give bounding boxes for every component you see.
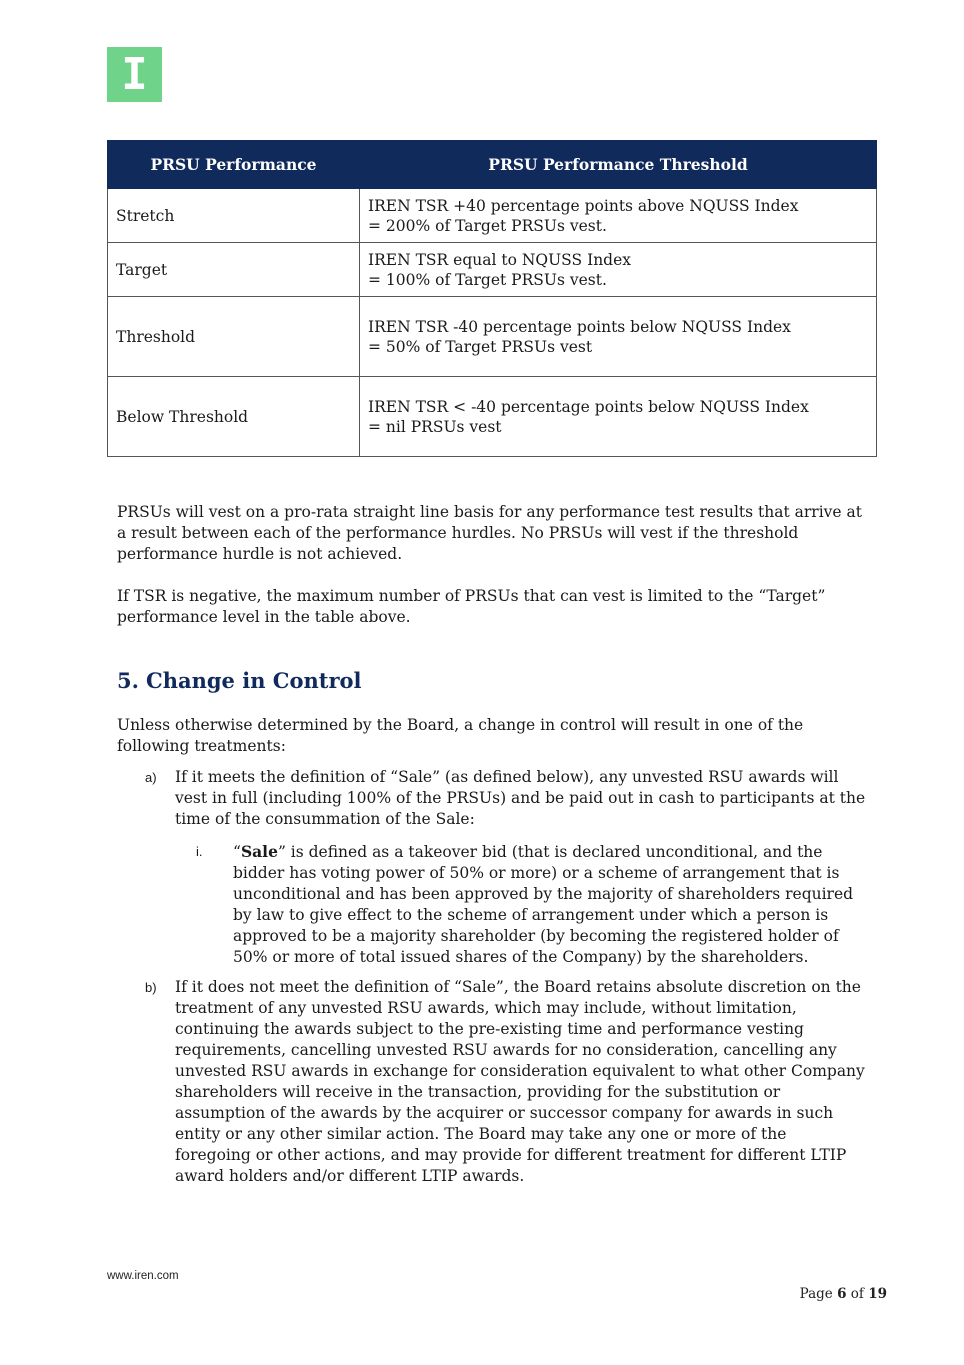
performance-level: Target	[108, 243, 360, 297]
threshold-line-1: IREN TSR equal to NQUSS Index	[368, 250, 632, 269]
threshold-line-2: = nil PRSUs vest	[368, 417, 502, 436]
paragraph-pro-rata: PRSUs will vest on a pro-rata straight line basis for any performance test results that arrive at a result between each of the performance hurdles. No PRSUs will vest if the threshold performance hurdle is not achieved.	[117, 503, 862, 563]
table-row	[108, 243, 877, 297]
performance-level: Threshold	[108, 297, 360, 377]
prsu-performance-table	[107, 140, 877, 457]
page-label: Page	[799, 1286, 833, 1302]
threshold-line-2: = 200% of Target PRSUs vest.	[368, 216, 607, 235]
list-marker-a: a)	[145, 770, 157, 785]
section-title: Change in Control	[146, 668, 362, 693]
table-row	[108, 297, 877, 377]
section-intro: Unless otherwise determined by the Board, a change in control will result in one of the following treatments:	[117, 716, 804, 755]
threshold-line-2: = 50% of Target PRSUs vest	[368, 337, 593, 356]
threshold-line-1: IREN TSR < -40 percentage points below NQUSS Index	[368, 397, 809, 416]
performance-level: Below Threshold	[108, 377, 360, 457]
section-number: 5.	[117, 668, 139, 693]
list-marker-b: b)	[145, 980, 157, 995]
open-quote: “	[233, 843, 241, 861]
threshold-line-1: IREN TSR -40 percentage points below NQUSS Index	[368, 317, 791, 336]
sale-term: Sale	[240, 842, 278, 861]
table-header-performance: PRSU Performance	[108, 141, 360, 189]
sale-definition: ” is defined as a takeover bid (that is declared unconditional, and the bidder has voting power of 50% or more) or a scheme of arrangement that is unconditional and has been approved by the majority of shareholders required by law to give effect to the scheme of arrangement under which a person is approved to be a majority shareholder (by becoming the registered holder of 50% or more of total issued shares of the Company) by the shareholders.	[233, 843, 854, 966]
threshold-line-2: = 100% of Target PRSUs vest.	[368, 270, 607, 289]
page-current: 6	[837, 1286, 847, 1302]
table-header-row	[108, 141, 877, 189]
threshold-line-1: IREN TSR +40 percentage points above NQUSS Index	[368, 196, 799, 215]
paragraph-negative-tsr: If TSR is negative, the maximum number of PRSUs that can vest is limited to the “Target” performance level in the table above.	[117, 587, 826, 626]
footer-url: www.iren.com	[107, 1270, 179, 1282]
list-item-a: If it meets the definition of “Sale” (as defined below), any unvested RSU awards will vest in full (including 100% of the PRSUs) and be paid out in cash to participants at the time of the consummation of the Sale:	[175, 768, 866, 828]
page-number	[800, 1286, 887, 1302]
performance-threshold	[360, 377, 877, 457]
table-row	[108, 377, 877, 457]
performance-threshold	[360, 297, 877, 377]
page-total: 19	[868, 1286, 887, 1302]
table-row	[108, 189, 877, 243]
performance-threshold	[360, 243, 877, 297]
performance-threshold	[360, 189, 877, 243]
logo-letter: I	[121, 48, 148, 100]
performance-level: Stretch	[108, 189, 360, 243]
list-item-i	[233, 841, 867, 968]
list-item-b: If it does not meet the definition of “Sale”, the Board retains absolute discretion on the treatment of any unvested RSU awards, which may include, without limitation, continuing the awards subject to the pre-existing time and performance vesting requirements, cancelling unvested RSU awards for no consideration, cancelling any unvested RSU awards in exchange for consideration equivalent to what other Company shareholders will receive in the transaction, providing for the substitution or assumption of the awards by the acquirer or successor company for awards in such entity or any other similar action. The Board may take any one or more of the foregoing or other actions, and may provide for different treatment for different LTIP award holders and/or different LTIP awards.	[175, 978, 865, 1185]
company-logo	[107, 47, 162, 102]
page-of: of	[850, 1286, 864, 1302]
table-header-threshold: PRSU Performance Threshold	[360, 141, 877, 189]
section-heading	[117, 666, 362, 696]
list-marker-i: i.	[196, 844, 203, 859]
